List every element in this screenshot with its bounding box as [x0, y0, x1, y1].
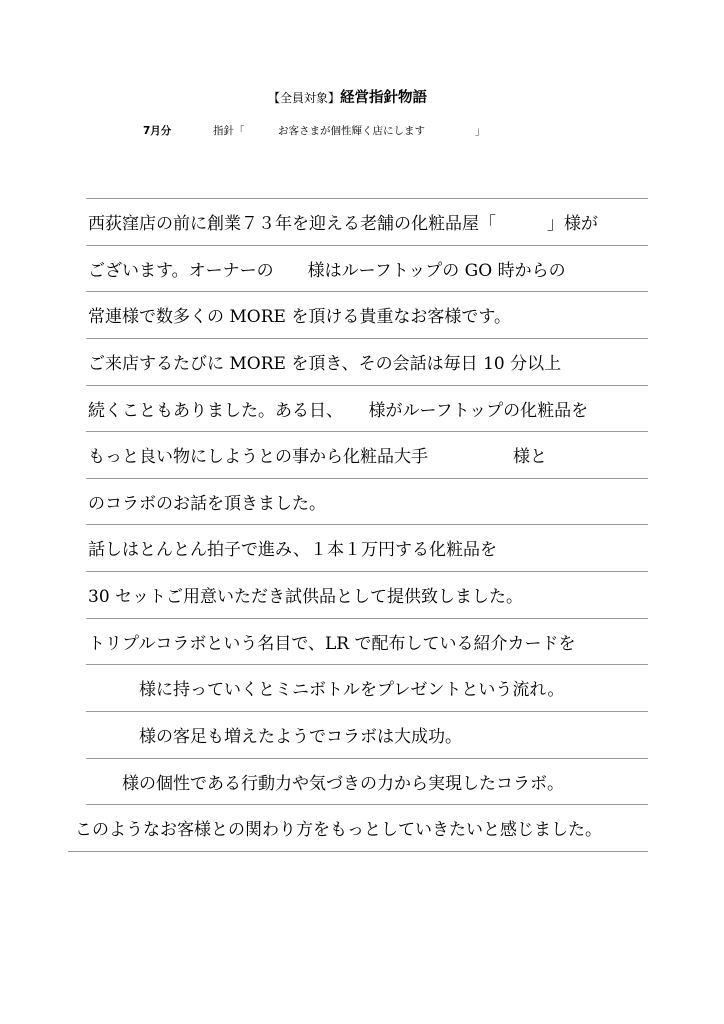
- text-line: このようなお客様との関わり方をもっとしていきたいと感じました。: [68, 805, 648, 852]
- text-line: ご来店するたびに MORE を頂き、その会話は毎日 10 分以上: [86, 339, 648, 386]
- text-line: 30 セットご用意いただき試供品として提供致しました。: [86, 572, 648, 619]
- target-audience-label: 【全員対象】: [268, 91, 341, 105]
- policy-suffix: 」: [475, 125, 486, 137]
- text-line: 様に持っていくとミニボトルをプレゼントという流れ。: [86, 665, 648, 712]
- text-line: 様の個性である行動力や気づきの力から実現したコラボ。: [86, 759, 648, 806]
- text-line: 西荻窪店の前に創業７３年を迎える老舗の化粧品屋「 」様が: [86, 199, 648, 246]
- text-line: 続くこともありました。ある日、 様がルーフトップの化粧品を: [86, 386, 648, 433]
- ruled-text-body: [75, 198, 648, 852]
- document-title-row: [268, 88, 427, 107]
- text-line: 様の客足も増えたようでコラボは大成功。: [86, 712, 648, 759]
- text-line: のコラボのお話を頂きました。: [86, 479, 648, 526]
- month-label: 7月分: [143, 125, 172, 137]
- text-line: 常連様で数多くの MORE を頂ける貴重なお客様です。: [86, 292, 648, 339]
- text-line: ございます。オーナーの 様はルーフトップの GO 時からの: [86, 246, 648, 293]
- policy-text: お客さまが個性輝く店にします: [278, 125, 425, 137]
- text-line: もっと良い物にしようとの事から化粧品大手 様と: [86, 432, 648, 479]
- policy-prefix: 指針「: [213, 125, 245, 137]
- text-line: 話しはとんとん拍子で進み、１本１万円する化粧品を: [86, 525, 648, 572]
- document-title: 経営指針物語: [340, 90, 428, 106]
- text-line: トリプルコラボという名目で、LR で配布している紹介カードを: [86, 619, 648, 666]
